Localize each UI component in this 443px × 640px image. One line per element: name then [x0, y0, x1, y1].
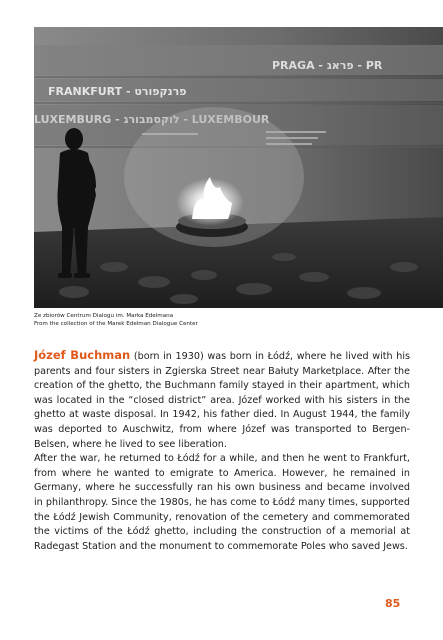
- person-name: Józef Buchman: [34, 348, 131, 362]
- inscription-frankfurt: FRANKFURT - פרנקפורט: [48, 85, 187, 98]
- memorial-photo: [34, 27, 443, 308]
- article-body: [34, 348, 410, 554]
- paragraph-2: After the war, he returned to Łódź for a while, and then he went to Frankfurt, from where he wanted to emigrate to America. However, he remained in Germany, where he successfully ran his own business and became involved in philanthropy. Since the 1980s, he has come to Łódź many times, supported the Łódź Jewish Community, renovation of the cemetery and commemorated the victims of the Łódź ghetto, including the construction of a memorial at Radegast Station and the monument to commemorate Poles who saved Jews.: [34, 453, 410, 552]
- paragraph-1: [34, 348, 410, 452]
- photo-caption: [34, 312, 198, 328]
- paragraph-1-text: (born in 1930) was born in Łódź, where he lived with his parents and four sisters in Zgierska Street near Bałuty Marketplace. After the creation of the ghetto, the Buchmann family stayed in their apartment, which was located in the “closed district” area. Józef worked with his sisters in the ghetto at waste disposal. In 1942, his father died. In August 1944, the family was deported to Auschwitz, from where Józef was transported to Bergen-Belsen, where he lived to see liberation.: [34, 351, 410, 450]
- caption-polish: Ze zbiorów Centrum Dialogu im. Marka Edelmana: [34, 313, 174, 319]
- caption-english: From the collection of the Marek Edelman Dialogue Center: [34, 321, 198, 327]
- page-number: 85: [385, 597, 401, 610]
- inscription-praga: PRAGA - פראג - PR: [272, 59, 383, 72]
- inscription-luxemburg: LUXEMBURG - לוקסמבורג - LUXEMBOUR: [34, 113, 270, 126]
